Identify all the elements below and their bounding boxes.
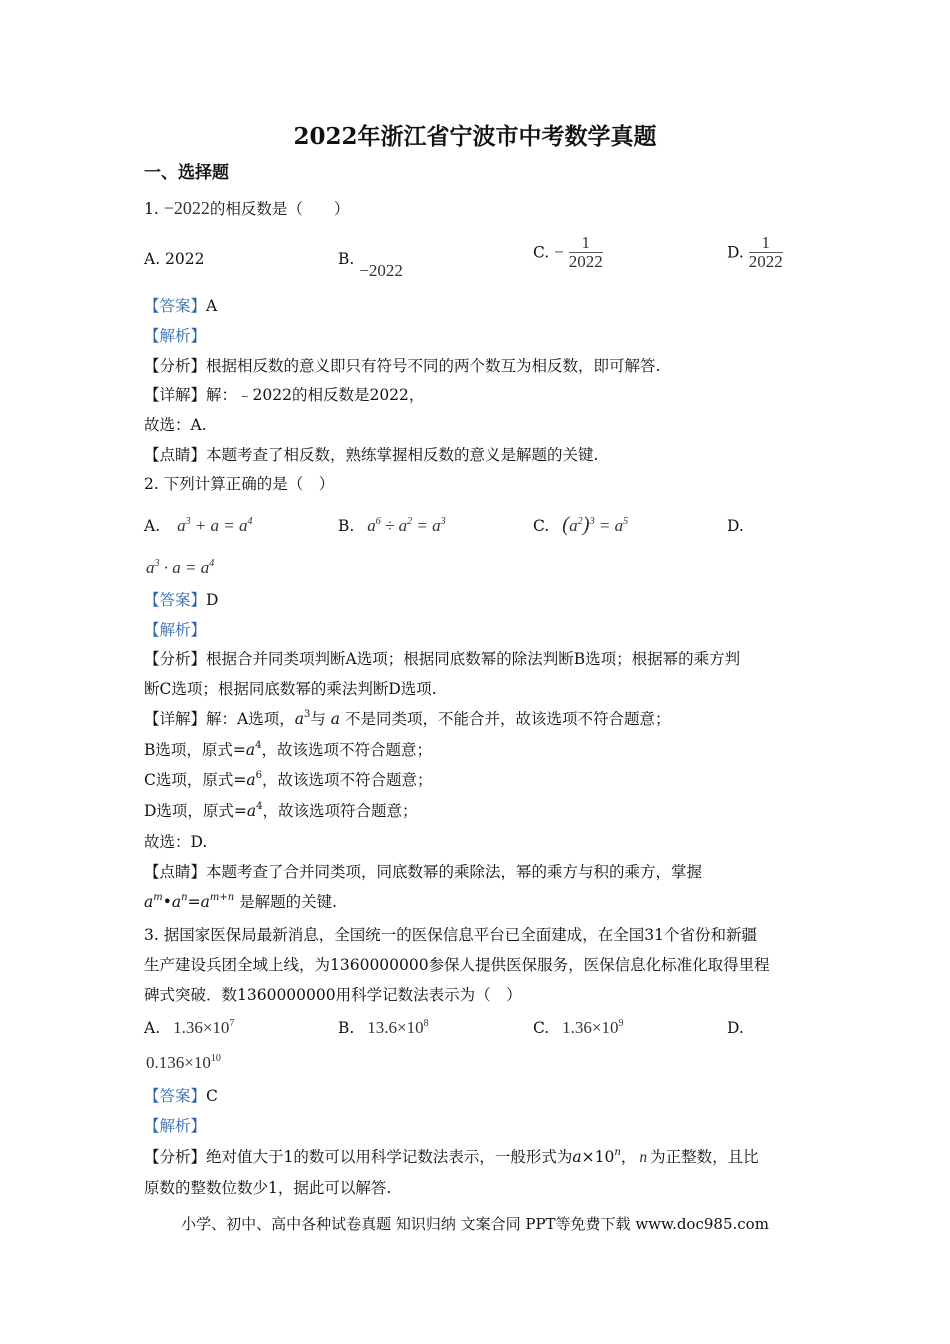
option-sign: −	[554, 242, 564, 262]
q1-xiangjie: 【详解】解：﹣2022的相反数是2022，	[144, 386, 425, 404]
q2-fenxi-2: 断C选项；根据同底数幂的乘法判断D选项.	[144, 680, 437, 698]
q2-option-c: C. $(a^2)^3 = a^5$	[533, 512, 629, 536]
q1-answer: 【答案】A	[144, 297, 218, 315]
q3-option-b: B. $13.6\times 10^8$	[338, 1018, 429, 1037]
page-footer: 小学、初中、高中各种试卷真题 知识归纳 文案合同 PPT等免费下载 www.doc985.com	[181, 1215, 769, 1233]
q2-option-d-expr: $a^3 \cdot a = a^4$	[146, 558, 215, 577]
q2-fenxi-1: 【分析】根据合并同类项判断A选项；根据同底数幂的除法判断B选项；根据幂的乘方判	[144, 650, 741, 668]
q2-line-d: D选项，原式$=a^4$，故该选项符合题意；	[144, 801, 418, 820]
option-fraction: $\frac{1}{2022}$	[568, 233, 603, 271]
stem-math: −2022	[163, 198, 210, 218]
option-math: −2022	[359, 261, 403, 280]
option-label: A.	[144, 517, 161, 535]
q2-option-d: D.	[727, 517, 744, 535]
question-3-stem-1: 3. 据国家医保局最新消息，全国统一的医保信息平台已全面建成，在全国31个省份和新疆	[144, 926, 757, 944]
q2-answer: 【答案】D	[144, 591, 219, 609]
question-3-stem-2: 生产建设兵团全域上线，为1360000000参保人提供医保服务，医保信息化标准化取得里程	[144, 956, 770, 974]
q3-fenxi-1: 【分析】绝对值大于1的数可以用科学记数法表示，一般形式为$a\times 10^n$， n 为正整数，且比	[144, 1147, 759, 1166]
q1-option-c	[533, 234, 603, 271]
q3-option-a: A. $1.36\times 10^7$	[144, 1018, 235, 1037]
q3-jiexi: 【解析】	[144, 1117, 207, 1135]
q2-xiangjie: 【详解】解：A选项，$a^3$与 a 不是同类项，不能合并，故该选项不符合题意；	[144, 709, 671, 728]
q1-fenxi: 【分析】根据相反数的意义即只有符号不同的两个数互为相反数，即可解答.	[144, 357, 661, 375]
q2-option-a: A. $a^3 + a = a^4$	[144, 516, 253, 535]
stem-text: 的相反数是（ ）	[209, 200, 350, 218]
q2-option-b: B. $a^6 \div a^2 = a^3$	[338, 516, 446, 535]
q2-line-b: B选项，原式$=a^4$，故该选项不符合题意；	[144, 740, 433, 759]
question-2-stem: 2. 下列计算正确的是（ ）	[144, 475, 335, 493]
q3-option-d: D.	[727, 1019, 744, 1037]
question-3-stem-3: 碑式突破．数1360000000用科学记数法表示为（ ）	[144, 986, 522, 1004]
q1-dianjing: 【点睛】本题考查了相反数，熟练掌握相反数的意义是解题的关键.	[144, 446, 599, 464]
option-label: C.	[533, 517, 550, 535]
q3-fenxi-2: 原数的整数位数少1，据此可以解答.	[144, 1179, 392, 1197]
option-label: B.	[338, 517, 355, 535]
q1-option-d	[727, 234, 783, 271]
q2-jiexi: 【解析】	[144, 621, 207, 639]
question-number: 1.	[144, 200, 159, 218]
q1-option-b	[338, 248, 403, 280]
q2-dianjing-2: $a^m•a^n=a^{m+n}$ 是解题的关键.	[144, 892, 338, 911]
option-label: C.	[533, 243, 550, 262]
q1-jiexi: 【解析】	[144, 327, 207, 345]
q2-dianjing-1: 【点睛】本题考查了合并同类项，同底数幂的乘除法，幂的乘方与积的乘方，掌握	[144, 863, 703, 881]
option-fraction: $\frac{1}{2022}$	[748, 233, 783, 271]
q3-option-d-expr: $0.136\times 10^{10}$	[146, 1053, 221, 1072]
question-1-stem	[144, 197, 349, 220]
q3-answer: 【答案】C	[144, 1087, 218, 1105]
page-title: 2022年浙江省宁波市中考数学真题	[293, 123, 657, 150]
q2-line-c: C选项，原式$=a^6$，故该选项不符合题意；	[144, 770, 433, 789]
q1-guxuan: 故选：A.	[144, 416, 207, 434]
option-label: D.	[727, 243, 744, 262]
q1-option-a: A. 2022	[144, 250, 205, 268]
option-label: B.	[338, 250, 355, 268]
section-heading: 一、选择题	[144, 163, 229, 183]
q3-option-c: C. $1.36\times 10^9$	[533, 1018, 624, 1037]
q2-guxuan: 故选：D.	[144, 833, 208, 851]
